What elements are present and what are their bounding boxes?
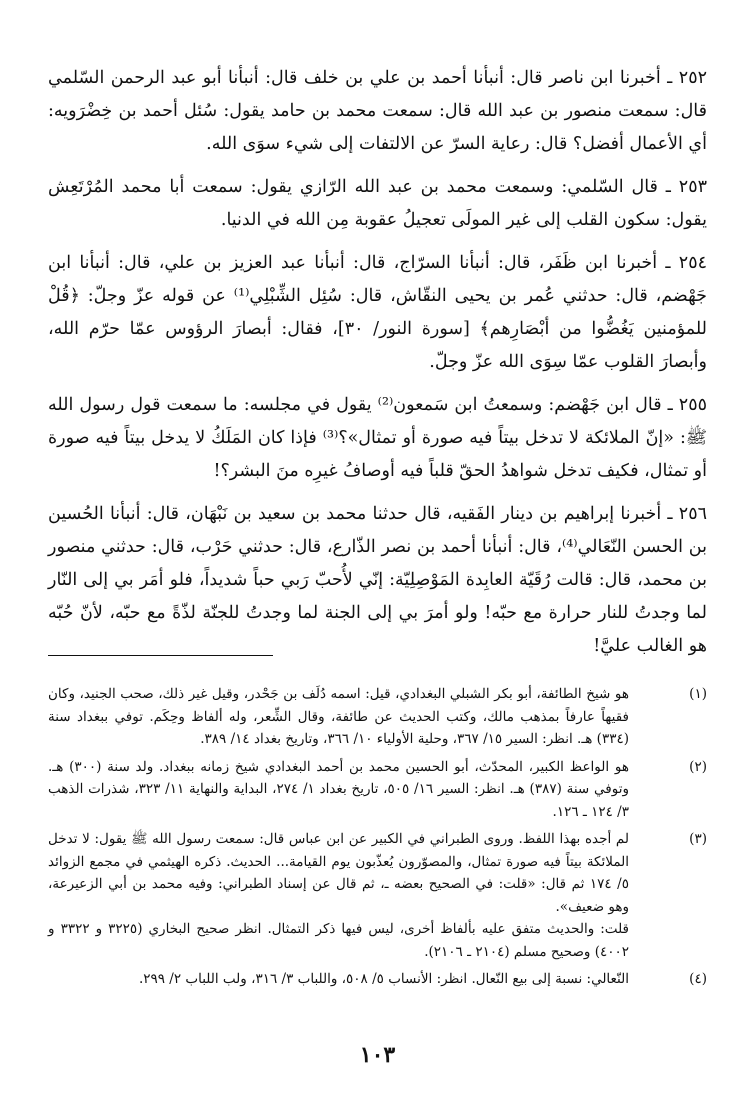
footnote-number: (٣) [689, 831, 707, 847]
footnote-2 [48, 756, 707, 824]
footnote-4 [48, 968, 707, 991]
main-text [48, 62, 707, 673]
footnote-1 [48, 683, 707, 751]
footnote-text: لم أجده بهذا اللفظ. وروى الطبراني في الكبير عن ابن عباس قال: سمعت رسول الله ﷺ يقول: لا تدخل الملائكة بيتاً فيه صورة تمثال، والمصوّرون يُعذّبون يوم القيامة... الحديث. ذكره الهيثمي في مجمع الزوائد ٥/ ١٧٤ ثم قال: «قلت: في الصحيح بعضه ـ، ثم قال عن إسناد الطبراني: وفيه محمد بن أبي الزعيرعة، وهو ضعيف». [48, 831, 629, 915]
paragraph-254: ٢٥٤ ـ أخبرنا ابن ظَفَر، قال: أنبأنا السرّاج، قال: أنبأنا عبد العزيز بن علي، قال: أنبأنا ابن جَهْضم، قال: حدثني عُمر بن يحيى النقّاش، قال: سُئِل الشِّبْلِي⁽¹⁾ عن قوله عزّ وجلّ: ﴿قُلْ للمؤمنين يَغُضُّوا من أبْصَارِهم﴾ [سورة النور/ ٣٠]، فقال: أبصارَ الرؤوس عمّا حرّم الله، وأبصارَ القلوب عمّا سِوَى الله عزّ وجلّ. [48, 253, 707, 372]
footnote-number: (٢) [689, 758, 707, 775]
footnote-remark: قلت: والحديث متفق عليه بألفاظ أخرى، ليس فيها ذكر التمثال. انظر صحيح البخاري (٣٢٢٥ و ٣٣٢٢ و ٤٠٠٢) وصحيح مسلم (٢١٠٤ ـ ٢١٠٦). [48, 921, 629, 960]
paragraph-252: ٢٥٢ ـ أخبرنا ابن ناصر قال: أنبأنا أحمد بن علي بن خلف قال: أنبأنا أبو عبد الرحمن السّلمي قال: سمعت منصور بن عبد الله قال: سمعت محمد بن حامد يقول: سُئل أحمد بن خِضْرَويه: أي الأعمال أفضل؟ قال: رعاية السرّ عن الالتفات إلى شيء سوَى الله. [48, 68, 707, 154]
page-number: ١٠٣ [359, 1042, 396, 1068]
footnote-text: النّعالي: نسبة إلى بيع النّعال. انظر: الأنساب ٥/ ٥٠٨، واللباب ٣/ ٣١٦، ولب اللباب ٢/ ٢٩٩. [138, 971, 629, 987]
footnote-text: هو شيخ الطائفة، أبو بكر الشبلي البغدادي، قيل: اسمه دُلَف بن جَحْدر، وقيل غير ذلك، صحب الجنيد، وكان فقيهاً عارفاً بمذهب مالك، وكتب الحديث عن طائفة، وقال الشِّعر، وله ألفاظ وحِكَم. توفي ببغداد سنة (٣٣٤) هـ. انظر: السير ١٥/ ٣٦٧، وحلية الأولياء ١٠/ ٣٦٦، وتاريخ بغداد ١٤/ ٣٨٩. [48, 686, 629, 747]
footnote-separator [48, 655, 273, 656]
paragraph-256: ٢٥٦ ـ أخبرنا إبراهيم بن دينار الفَقيه، قال حدثنا محمد بن سعيد بن نَبْهَان، قال: أنبأنا الحُسين بن الحسن النّعَالي⁽⁴⁾، قال: أنبأنا أحمد بن نصر الذّارع، قال: حدثني حَرْب، قال: حدثني منصور بن محمد، قال: قالت رُقَيّة العابِدة المَوْصِلِيّة: إنّي لأُحبّ رَبي حباً شديداً، فلو أمَر بي إلى النّار لما وجدتُ للنار حرارة مع حبّه! ولو أمرَ بي إلى الجنة لما وجدتُ للجنّة لذّةً مع حبّه، لأنّ حُبّه هو الغالب عليَّ! [48, 504, 707, 656]
paragraph-255: ٢٥٥ ـ قال ابن جَهْضم: وسمعتُ ابن سَمعون⁽²⁾ يقول في مجلسه: ما سمعت قول رسول الله ﷺ: «إنّ الملائكة لا تدخل بيتاً فيه صورة أو تمثال»؟⁽³⁾ فإذا كان المَلَكُ لا يدخل بيتاً فيه صورة أو تمثال، فكيف تدخل شواهدُ الحقّ قلباً فيه أوصافُ غيرِه منَ البشر؟! [48, 395, 707, 481]
footnotes [48, 683, 707, 996]
paragraph-253: ٢٥٣ ـ قال السّلمي: وسمعت محمد بن عبد الله الرّازي يقول: سمعت أبا محمد المُرْتَعِش يقول: سكون القلب إلى غير المولَى تعجيلُ عقوبة مِن الله في الدنيا. [48, 177, 707, 230]
footnote-text: هو الواعظ الكبير، المحدّث، أبو الحسين محمد بن أحمد البغدادي شيخ زمانه ببغداد. ولد سنة (٣٠٠) هـ. وتوفي سنة (٣٨٧) هـ. انظر: السير ١٦/ ٥٠٥، تاريخ بغداد ١/ ٢٧٤، البداية والنهاية ١١/ ٣٢٣، شذرات الذهب ٣/ ١٢٤ ـ ١٢٦. [48, 758, 629, 820]
footnote-number: (٤) [689, 971, 707, 987]
footnote-3 [48, 828, 707, 963]
footnote-number: (١) [689, 686, 707, 702]
